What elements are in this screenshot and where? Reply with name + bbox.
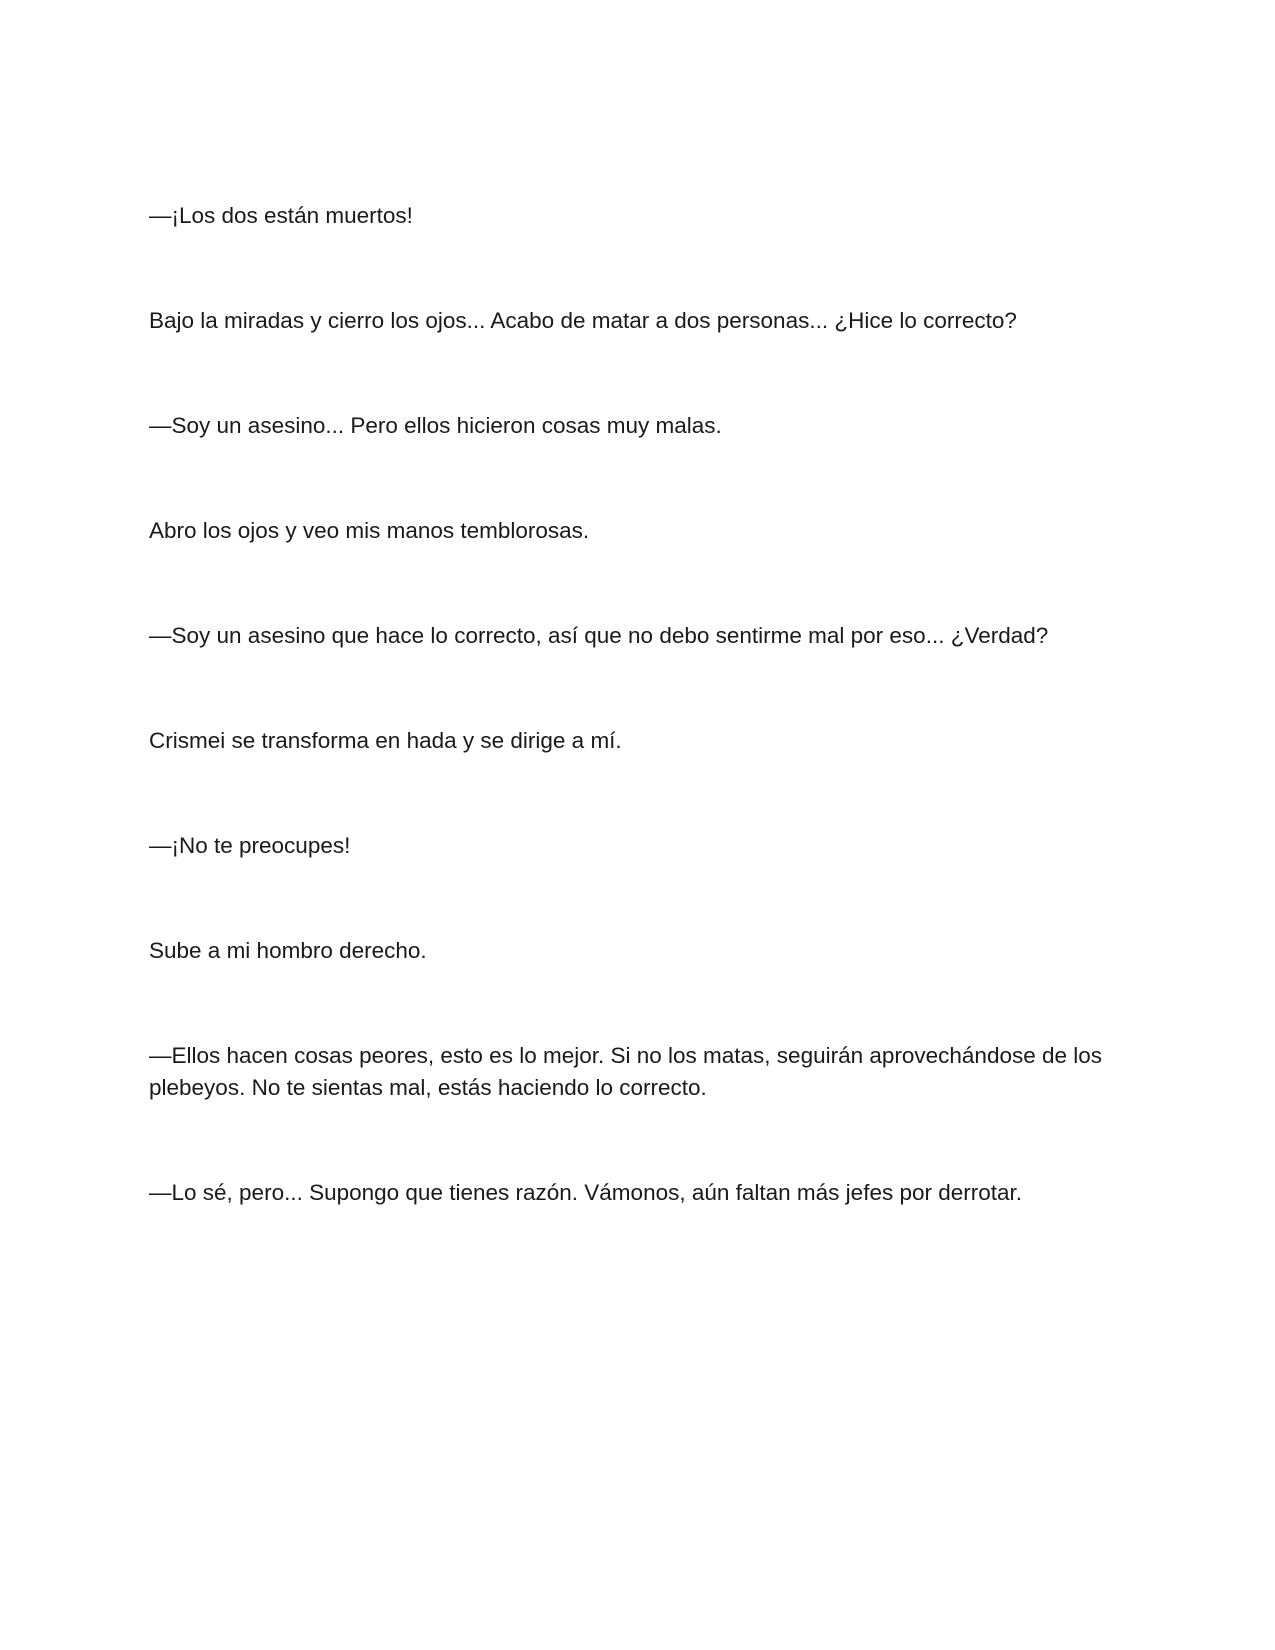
paragraph: Sube a mi hombro derecho.	[149, 938, 427, 963]
paragraph: —Lo sé, pero... Supongo que tienes razón. Vámonos, aún faltan más jefes por derrotar.	[149, 1180, 1023, 1205]
paragraph: —¡Los dos están muertos!	[149, 203, 413, 228]
paragraph: —Soy un asesino... Pero ellos hicieron cosas muy malas.	[149, 413, 722, 438]
paragraph: Crismei se transforma en hada y se dirige a mí.	[149, 728, 622, 753]
paragraph: Abro los ojos y veo mis manos temblorosas.	[149, 518, 590, 543]
paragraph: —Soy un asesino que hace lo correcto, así que no debo sentirme mal por eso... ¿Verdad?	[149, 623, 1049, 648]
paragraph: —¡No te preocupes!	[149, 833, 351, 858]
paragraph: Bajo la miradas y cierro los ojos... Acabo de matar a dos personas... ¿Hice lo correcto?	[149, 308, 1017, 333]
paragraph: —Ellos hacen cosas peores, esto es lo mejor. Si no los matas, seguirán aprovechándose de los plebeyos. No te sientas mal, estás haciendo lo correcto.	[149, 1043, 1103, 1100]
